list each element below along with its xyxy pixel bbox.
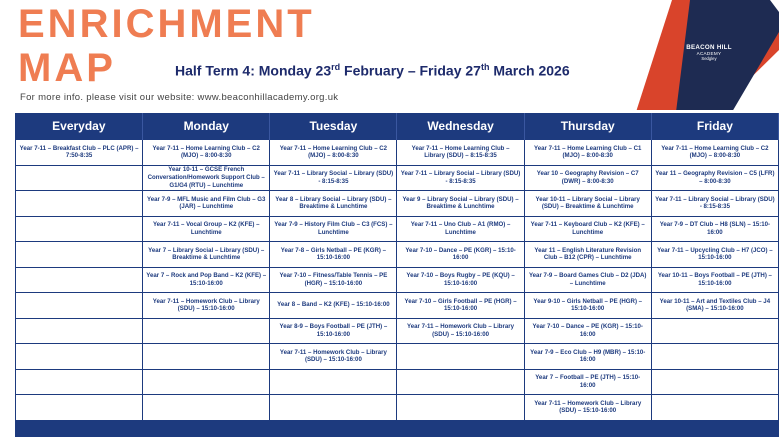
table-row: [16, 216, 779, 242]
day-header-monday: Monday: [143, 113, 270, 140]
activity-cell: [16, 369, 143, 395]
activity-cell: Year 7-11 – Home Learning Club – C2 (MJO) – 8:00-8:30: [651, 140, 778, 166]
activity-cell: Year 7-11 – Library Social – Library (SDU) - 8:15-8:35: [397, 165, 524, 191]
activity-cell: Year 7-9 – History Film Club – C3 (FCS) – Lunchtime: [270, 216, 397, 242]
activity-cell: [143, 395, 270, 421]
activity-cell: Year 7-11 – Homework Club – Library (SDU) – 15:10-16:00: [524, 395, 651, 421]
logo-academy: ACADEMY: [696, 51, 722, 57]
activity-cell: Year 9 – Library Social – Library (SDU) – Breaktime & Lunchtime: [397, 191, 524, 217]
activity-cell: Year 7 – Rock and Pop Band – K2 (KFE) – 15:10-16:00: [143, 267, 270, 293]
logo-name: BEACON HILL: [686, 44, 732, 51]
activity-cell: Year 7-11 – Homework Club – Library (SDU) – 15:10-16:00: [397, 318, 524, 344]
activity-cell: [16, 344, 143, 370]
activity-cell: Year 10 – Geography Revision – C7 (DWR) – 8:00-8:30: [524, 165, 651, 191]
subtitle-start: Half Term 4: Monday 23: [175, 62, 332, 79]
activity-cell: Year 7-9 – DT Club – H8 (SLN) – 15:10-16:00: [651, 216, 778, 242]
activity-cell: Year 7-11 – Home Learning Club – Library (SDU) – 8:15-8:35: [397, 140, 524, 166]
activity-cell: Year 7-11 – Library Social – Library (SDU) - 8:15-8:35: [651, 191, 778, 217]
activity-cell: Year 7-11 – Vocal Group – K2 (KFE) – Lunchtime: [143, 216, 270, 242]
activity-cell: Year 7-11 – Library Social – Library (SDU) - 8:15-8:35: [270, 165, 397, 191]
activity-cell: Year 7-10 – Fitness/Table Tennis – PE (HGR) – 15:10-16:00: [270, 267, 397, 293]
activity-cell: [16, 242, 143, 268]
half-term-dates: [175, 62, 570, 79]
subtitle-end: March 2026: [489, 62, 570, 79]
activity-cell: Year 11 – Geography Revision – C5 (LFR) – 8:00-8:30: [651, 165, 778, 191]
activity-cell: [16, 216, 143, 242]
activity-cell: [143, 369, 270, 395]
activity-cell: [651, 344, 778, 370]
activity-cell: Year 7-11 – Home Learning Club – C1 (MJO) – 8:00-8:30: [524, 140, 651, 166]
activity-cell: [397, 344, 524, 370]
activity-cell: Year 7-11 – Homework Club – Library (SDU) – 15:10-16:00: [270, 344, 397, 370]
activity-cell: Year 10-11 – Art and Textiles Club – J4 (SMA) – 15:10-16:00: [651, 293, 778, 319]
subtitle-middle: February – Friday 27: [340, 62, 481, 79]
enrichment-timetable: [15, 113, 779, 437]
activity-cell: Year 7-11 – Keyboard Club – K2 (KFE) – Lunchtime: [524, 216, 651, 242]
activity-cell: Year 10-11 – Library Social – Library (SDU) – Breaktime & Lunchtime: [524, 191, 651, 217]
activity-cell: Year 7-9 – Eco Club – H9 (MBR) – 15:10-16:00: [524, 344, 651, 370]
school-logo-banner: [620, 0, 779, 110]
activity-cell: Year 7-10 – Boys Rugby – PE (KQU) – 15:10-16:00: [397, 267, 524, 293]
activity-cell: Year 10-11 – Boys Football – PE (JTH) – 15:10-16:00: [651, 267, 778, 293]
activity-cell: [16, 165, 143, 191]
activity-cell: Year 8 – Library Social – Library (SDU) – Breaktime & Lunchtime: [270, 191, 397, 217]
table-row: [16, 267, 779, 293]
activity-cell: Year 7-8 – Girls Netball – PE (KGR) – 15:10-16:00: [270, 242, 397, 268]
activity-cell: [16, 395, 143, 421]
table-row: [16, 140, 779, 166]
activity-cell: [16, 293, 143, 319]
day-header-wednesday: Wednesday: [397, 113, 524, 140]
activity-cell: Year 7-10 – Dance – PE (KGR) – 15:10-16:00: [397, 242, 524, 268]
activity-cell: Year 7-11 – Homework Club – Library (SDU) – 15:10-16:00: [143, 293, 270, 319]
page-title-line-2: MAP: [18, 46, 116, 90]
table-row: [16, 344, 779, 370]
day-header-thursday: Thursday: [524, 113, 651, 140]
timetable-table: [15, 113, 779, 421]
activity-cell: Year 7-11 – Breakfast Club – PLC (APR) – 7:50-8:35: [16, 140, 143, 166]
activity-cell: Year 7 – Library Social – Library (SDU) – Breaktime & Lunchtime: [143, 242, 270, 268]
day-header-tuesday: Tuesday: [270, 113, 397, 140]
activity-cell: Year 7-11 – Uno Club – A1 (RMO) – Lunchtime: [397, 216, 524, 242]
table-row: [16, 293, 779, 319]
activity-cell: [651, 369, 778, 395]
activity-cell: Year 7-9 – Board Games Club – D2 (JDA) – Lunchtime: [524, 267, 651, 293]
table-row: [16, 369, 779, 395]
table-row: [16, 395, 779, 421]
table-row: [16, 318, 779, 344]
activity-cell: Year 10-11 – GCSE French Conversation/Homework Support Club – G1/G4 (RTU) – Lunchtime: [143, 165, 270, 191]
activity-cell: [16, 318, 143, 344]
activity-cell: Year 9-10 – Girls Netball – PE (HGR) – 15:10-16:00: [524, 293, 651, 319]
school-logo-text: [676, 44, 742, 62]
activity-cell: Year 7 – Football – PE (JTH) – 15:10-16:00: [524, 369, 651, 395]
activity-cell: Year 7-10 – Girls Football – PE (HGR) – 15:10-16:00: [397, 293, 524, 319]
activity-cell: [16, 267, 143, 293]
table-row: [16, 242, 779, 268]
activity-cell: Year 7-10 – Dance – PE (KGR) – 15:10-16:00: [524, 318, 651, 344]
activity-cell: Year 8 – Band – K2 (KFE) – 15:10-16:00: [270, 293, 397, 319]
activity-cell: [397, 369, 524, 395]
subtitle-ordinal-1: rd: [331, 62, 341, 72]
activity-cell: Year 7-11 – Home Learning Club – C2 (MJO) – 8:00-8:30: [270, 140, 397, 166]
activity-cell: Year 7-9 – MFL Music and Film Club – G3 (JAR) – Lunchtime: [143, 191, 270, 217]
activity-cell: [16, 191, 143, 217]
activity-cell: [143, 344, 270, 370]
activity-cell: [651, 395, 778, 421]
activity-cell: Year 8-9 – Boys Football – PE (JTH) – 15:10-16:00: [270, 318, 397, 344]
website-info: For more info. please visit our website: www.beaconhillacademy.org.uk: [20, 92, 339, 103]
page-title-line-1: ENRICHMENT: [18, 2, 315, 46]
activity-cell: Year 7-11 – Home Learning Club – C2 (MJO) – 8:00-8:30: [143, 140, 270, 166]
table-row: [16, 165, 779, 191]
activity-cell: [270, 395, 397, 421]
activity-cell: Year 7-11 – Upcycling Club – H7 (JCO) – 15:10-16:00: [651, 242, 778, 268]
activity-cell: [651, 318, 778, 344]
activity-cell: [143, 318, 270, 344]
logo-location: Sedgley: [701, 56, 717, 62]
table-row: [16, 191, 779, 217]
day-header-row: [16, 113, 779, 140]
timetable-body: [16, 140, 779, 421]
activity-cell: Year 11 – English Literature Revision Club – B12 (CPR) – Lunchtime: [524, 242, 651, 268]
subtitle-ordinal-2: th: [480, 62, 490, 72]
activity-cell: [270, 369, 397, 395]
day-header-everyday: Everyday: [16, 113, 143, 140]
day-header-friday: Friday: [651, 113, 778, 140]
activity-cell: [397, 395, 524, 421]
